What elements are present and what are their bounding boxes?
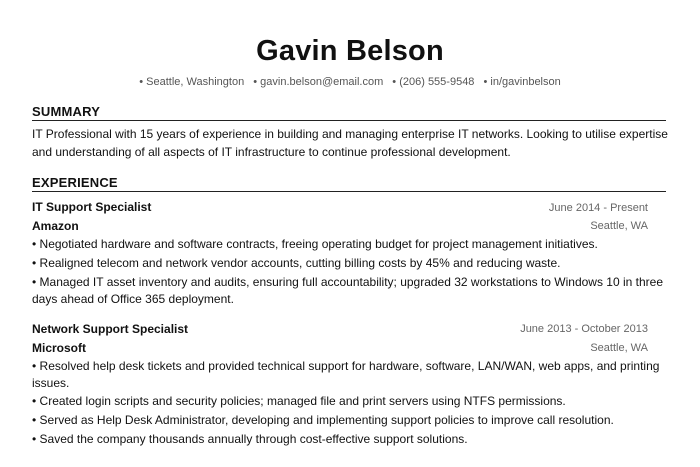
experience-heading: EXPERIENCE	[32, 175, 118, 190]
job-bullet: • Served as Help Desk Administrator, developing and implementing support policies to improve call resolution.	[32, 413, 614, 427]
job-company: Microsoft	[32, 341, 86, 355]
contact-location: • Seattle, Washington	[139, 76, 245, 88]
job-bullet: • Created login scripts and security policies; managed file and print servers using NTFS permissions.	[32, 394, 566, 408]
experience-divider	[32, 191, 666, 192]
job-bullet: • Managed IT asset inventory and audits, ensuring full accountability; upgraded 32 workstations to Windows 10 in three days ahead of Office 365 deployment.	[32, 275, 664, 306]
summary-heading: SUMMARY	[32, 104, 101, 119]
contact-phone[interactable]: • (206) 555-9548	[392, 76, 475, 88]
job-title: Network Support Specialist	[32, 322, 189, 336]
job-bullet: • Negotiated hardware and software contracts, freeing operating budget for project management initiatives.	[32, 237, 598, 251]
job-bullet: • Resolved help desk tickets and provided technical support for hardware, software, LAN/WAN, web apps, and printing issues.	[32, 359, 660, 390]
job-title: IT Support Specialist	[32, 200, 152, 214]
job-location: Seattle, WA	[590, 220, 648, 232]
contact-linkedin[interactable]: • in/gavinbelson	[483, 76, 561, 88]
job-dates: June 2014 - Present	[548, 202, 648, 214]
job-bullet: • Saved the company thousands annually through cost-effective support solutions.	[32, 432, 468, 446]
candidate-name: Gavin Belson	[256, 35, 444, 67]
summary-divider	[32, 120, 666, 121]
contact-line	[0, 74, 700, 90]
job-company: Amazon	[32, 219, 79, 233]
job-bullet: • Realigned telecom and network vendor accounts, cutting billing costs by 45% and reducing waste.	[32, 256, 561, 270]
contact-email[interactable]: • gavin.belson@email.com	[253, 76, 384, 88]
job-dates: June 2013 - October 2013	[520, 323, 648, 335]
summary-text: IT Professional with 15 years of experience in building and managing enterprise IT networks. Looking to utilise expertise and understanding of all aspects of IT infrastructure to continue professional development.	[32, 127, 668, 159]
job-location: Seattle, WA	[590, 342, 648, 354]
